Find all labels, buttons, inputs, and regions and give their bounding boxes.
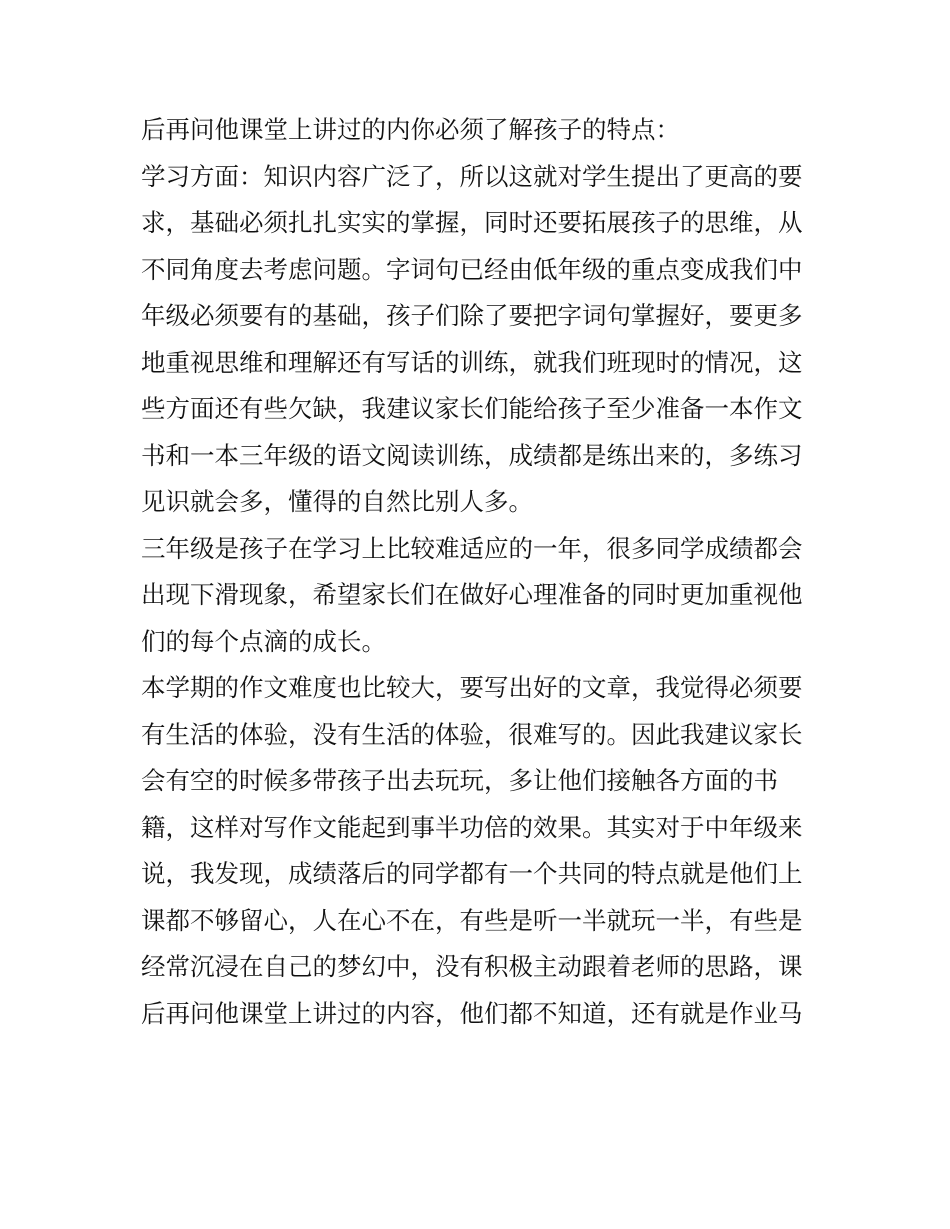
text-line: 籍，这样对写作文能起到事半功倍的效果。其实对于中年级来 — [141, 812, 803, 842]
text-line: 年级必须要有的基础，孩子们除了要把字词句掌握好，要更多 — [141, 301, 803, 330]
text-line: 见识就会多，懂得的自然比别人多。 — [141, 487, 533, 516]
text-line: 书和一本三年级的语文阅读训练，成绩都是练出来的，多练习 — [141, 440, 803, 470]
text-line: 有生活的体验，没有生活的体验，很难写的。因此我建议家长 — [141, 719, 803, 749]
text-line: 后再问他课堂上讲过的内容，他们都不知道，还有就是作业马 — [141, 998, 803, 1028]
text-line: 经常沉浸在自己的梦幻中，没有积极主动跟着老师的思路，课 — [141, 952, 803, 981]
text-line: 三年级是孩子在学习上比较难适应的一年，很多同学成绩都会 — [141, 533, 803, 563]
text-line: 地重视思维和理解还有写话的训练，就我们班现时的情况，这 — [141, 347, 803, 377]
text-line: 些方面还有些欠缺，我建议家长们能给孩子至少准备一本作文 — [141, 394, 803, 423]
text-line: 求，基础必须扎扎实实的掌握，同时还要拓展孩子的思维，从 — [141, 208, 803, 237]
text-line: 说，我发现，成绩落后的同学都有一个共同的特点就是他们上 — [141, 859, 803, 888]
text-line: 课都不够留心，人在心不在，有些是听一半就玩一半，有些是 — [141, 905, 803, 935]
text-line: 后再问他课堂上讲过的内你必须了解孩子的特点： — [141, 115, 680, 144]
text-line: 们的每个点滴的成长。 — [141, 626, 386, 656]
text-line: 会有空的时候多带孩子出去玩玩，多让他们接触各方面的书 — [141, 766, 778, 795]
body-text — [141, 107, 821, 1037]
text-line: 学习方面：知识内容广泛了，所以这就对学生提出了更高的要 — [141, 161, 803, 191]
text-line: 出现下滑现象，希望家长们在做好心理准备的同时更加重视他 — [141, 580, 803, 609]
text-line: 本学期的作文难度也比较大，要写出好的文章，我觉得必须要 — [141, 673, 803, 702]
text-line: 不同角度去考虑问题。字词句已经由低年级的重点变成我们中 — [141, 254, 803, 284]
